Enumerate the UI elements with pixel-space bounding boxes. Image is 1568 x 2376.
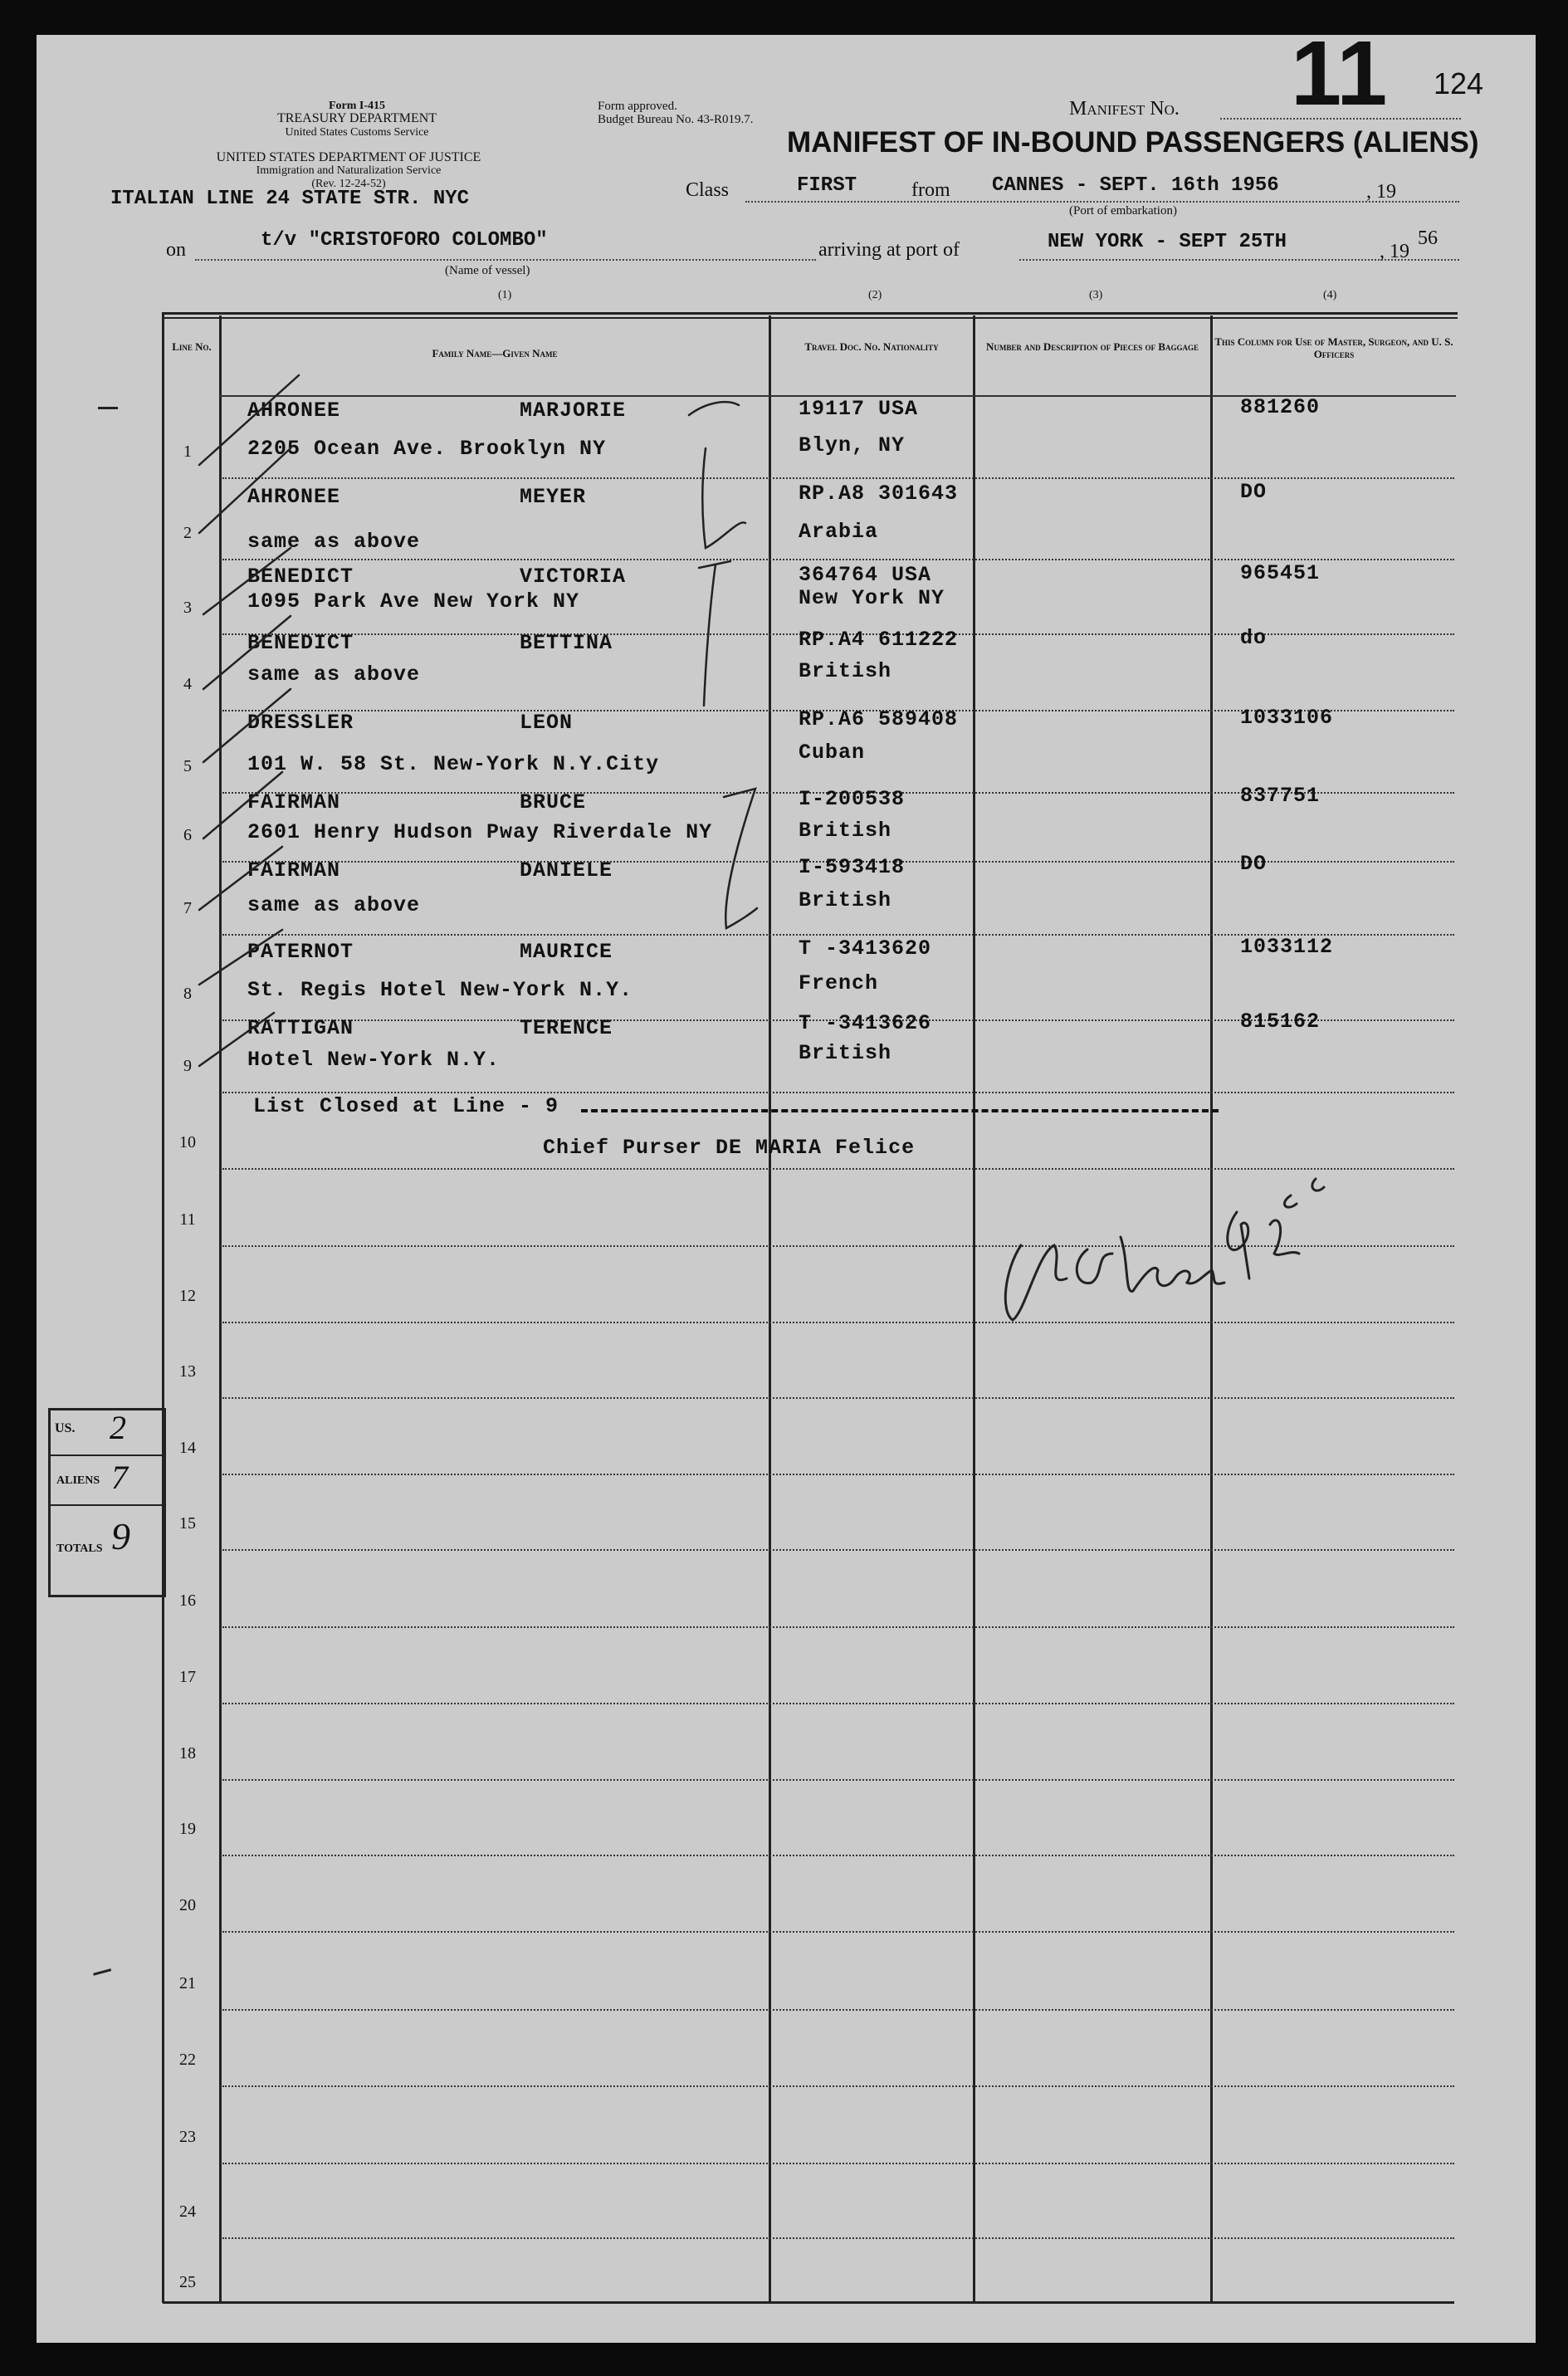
- line-number: 17: [179, 1668, 196, 1686]
- passenger-family-name: BENEDICT: [247, 631, 354, 655]
- passenger-officer-note: 1033106: [1240, 706, 1334, 730]
- vessel-caption: (Name of vessel): [445, 264, 530, 277]
- passenger-address: 101 W. 58 St. New-York N.Y.City: [247, 752, 660, 776]
- passenger-family-name: AHRONEE: [247, 485, 341, 509]
- passenger-nationality: Cuban: [799, 741, 866, 765]
- passenger-family-name: PATERNOT: [247, 940, 354, 964]
- passenger-address: same as above: [247, 530, 421, 554]
- passenger-officer-note: 837751: [1240, 784, 1321, 808]
- customs-service: United States Customs Service: [285, 126, 429, 139]
- col-number-2: (2): [868, 289, 882, 301]
- vessel-name: t/v "CRISTOFORO COLOMBO": [261, 229, 548, 252]
- passenger-travel-doc: I-593418: [799, 855, 906, 879]
- line-number: 18: [179, 1744, 196, 1762]
- col-number-1: (1): [498, 289, 512, 301]
- passenger-address: 2205 Ocean Ave. Brooklyn NY: [247, 437, 607, 461]
- passenger-given-name: VICTORIA: [520, 565, 627, 589]
- revision: (Rev. 12-24-52): [311, 178, 386, 190]
- passenger-address: same as above: [247, 662, 421, 687]
- passenger-address: same as above: [247, 893, 421, 917]
- line-number: 4: [183, 675, 192, 693]
- line-number: 25: [179, 2273, 196, 2291]
- passenger-address: Hotel New-York N.Y.: [247, 1048, 501, 1072]
- treasury-department: TREASURY DEPARTMENT: [276, 111, 437, 125]
- passenger-travel-doc: I-200538: [799, 787, 906, 811]
- line-number: 20: [179, 1896, 196, 1914]
- arrival-year: 56: [1418, 227, 1438, 249]
- passenger-family-name: BENEDICT: [247, 565, 354, 589]
- passenger-family-name: DRESSLER: [247, 711, 354, 735]
- manifest-number: 11: [1291, 22, 1388, 125]
- header-line-no: Line No.: [172, 340, 212, 353]
- passenger-nationality: British: [799, 819, 892, 843]
- passenger-given-name: LEON: [520, 711, 574, 735]
- passenger-nationality: British: [799, 888, 892, 912]
- line-number: 3: [183, 599, 192, 617]
- class-value: FIRST: [797, 174, 857, 197]
- line-number: 21: [179, 1974, 196, 1992]
- passenger-given-name: BRUCE: [520, 790, 587, 814]
- line-number: 15: [179, 1514, 196, 1533]
- line-number: 7: [183, 899, 192, 917]
- passenger-given-name: TERENCE: [520, 1016, 613, 1040]
- line-number: 6: [183, 826, 192, 844]
- tally-total-label: TOTALS: [56, 1542, 103, 1555]
- passenger-family-name: AHRONEE: [247, 398, 341, 423]
- header-baggage: Number and Description of Pieces of Baggage: [986, 340, 1199, 353]
- year-prefix-2: , 19: [1380, 241, 1409, 262]
- passenger-officer-note: 965451: [1240, 561, 1321, 585]
- header-family-name: Family Name—Given Name: [432, 347, 558, 359]
- port-embarkation-caption: (Port of embarkation): [1069, 204, 1177, 218]
- passenger-nationality: French: [799, 971, 879, 995]
- budget-bureau: Budget Bureau No. 43-R019.7.: [598, 113, 754, 126]
- line-number: 24: [179, 2202, 196, 2221]
- passenger-nationality: British: [799, 1041, 892, 1065]
- line-number: 5: [183, 757, 192, 775]
- passenger-family-name: FAIRMAN: [247, 790, 341, 814]
- passenger-travel-doc: 19117 USA: [799, 397, 919, 421]
- col-number-3: (3): [1089, 289, 1103, 301]
- tally-us-count: 2: [110, 1409, 126, 1446]
- passenger-travel-doc: 364764 USA: [799, 563, 932, 587]
- line-number: 16: [179, 1591, 196, 1610]
- line-number: 1: [183, 442, 192, 461]
- tally-aliens-label: ALIENS: [56, 1474, 100, 1487]
- line-number: 11: [179, 1210, 196, 1229]
- passenger-nationality: British: [799, 659, 892, 683]
- tally-aliens-count: 7: [111, 1459, 128, 1496]
- passenger-family-name: FAIRMAN: [247, 858, 341, 882]
- justice-department: UNITED STATES DEPARTMENT OF JUSTICE: [216, 150, 481, 164]
- line-number: 8: [183, 985, 192, 1003]
- tally-total-count: 9: [111, 1515, 130, 1557]
- line-number: 10: [179, 1133, 196, 1151]
- line-number: 2: [183, 524, 192, 542]
- passenger-travel-doc: T -3413626: [799, 1011, 932, 1035]
- passenger-officer-note: 1033112: [1240, 935, 1334, 959]
- line-number: 9: [183, 1057, 192, 1075]
- passenger-given-name: MARJORIE: [520, 398, 627, 423]
- passenger-given-name: MAURICE: [520, 940, 613, 964]
- passenger-nationality: New York NY: [799, 586, 945, 610]
- passenger-nationality: Arabia: [799, 520, 879, 544]
- header-officers: This Column for Use of Master, Surgeon, and U. S. Officers: [1214, 335, 1453, 360]
- passenger-nationality: Blyn, NY: [799, 433, 906, 457]
- port-of-embarkation: CANNES - SEPT. 16th 1956: [992, 174, 1279, 197]
- passenger-officer-note: 815162: [1240, 1010, 1321, 1034]
- arrival-port: NEW YORK - SEPT 25TH: [1048, 231, 1287, 253]
- year-prefix-1: , 19: [1366, 181, 1396, 203]
- shipping-line: ITALIAN LINE 24 STATE STR. NYC: [110, 188, 470, 210]
- form-number: Form I-415: [328, 100, 386, 112]
- passenger-travel-doc: T -3413620: [799, 936, 932, 961]
- passenger-travel-doc: RP.A4 611222: [799, 628, 959, 652]
- passenger-officer-note: 881260: [1240, 395, 1321, 419]
- form-approved: Form approved.: [598, 100, 677, 113]
- on-label: on: [166, 239, 186, 261]
- immigration-service: Immigration and Naturalization Service: [256, 164, 442, 177]
- line-number: 22: [179, 2051, 196, 2069]
- passenger-given-name: BETTINA: [520, 631, 613, 655]
- header-travel-doc: Travel Doc. No. Nationality: [804, 340, 939, 353]
- passenger-given-name: MEYER: [520, 485, 587, 509]
- page-number: 124: [1434, 66, 1484, 100]
- arriving-label: arriving at port of: [818, 239, 960, 261]
- passenger-family-name: RATTIGAN: [247, 1016, 354, 1040]
- passenger-officer-note: DO: [1240, 480, 1268, 504]
- passenger-officer-note: do: [1240, 626, 1268, 650]
- purser-name: Chief Purser DE MARIA Felice: [543, 1136, 916, 1160]
- passenger-address: 2601 Henry Hudson Pway Riverdale NY: [247, 820, 713, 844]
- passenger-address: 1095 Park Ave New York NY: [247, 589, 580, 614]
- class-label: Class: [686, 179, 730, 201]
- line-number: 12: [179, 1287, 196, 1305]
- line-number: 13: [179, 1362, 196, 1381]
- manifest-title: MANIFEST OF IN-BOUND PASSENGERS (ALIENS): [787, 126, 1479, 159]
- line-number: 14: [179, 1439, 196, 1457]
- passenger-travel-doc: RP.A8 301643: [799, 482, 959, 506]
- col-number-4: (4): [1323, 289, 1337, 301]
- manifest-no-label: Manifest No.: [1069, 98, 1180, 120]
- line-number: 23: [179, 2128, 196, 2146]
- from-label: from: [911, 179, 950, 201]
- tally-us-label: US.: [55, 1421, 76, 1435]
- list-closed: List Closed at Line - 9: [253, 1094, 559, 1118]
- line-number: 19: [179, 1820, 196, 1838]
- passenger-address: St. Regis Hotel New-York N.Y.: [247, 978, 633, 1002]
- passenger-travel-doc: RP.A6 589408: [799, 707, 959, 731]
- passenger-given-name: DANIELE: [520, 858, 613, 882]
- passenger-officer-note: DO: [1240, 852, 1268, 876]
